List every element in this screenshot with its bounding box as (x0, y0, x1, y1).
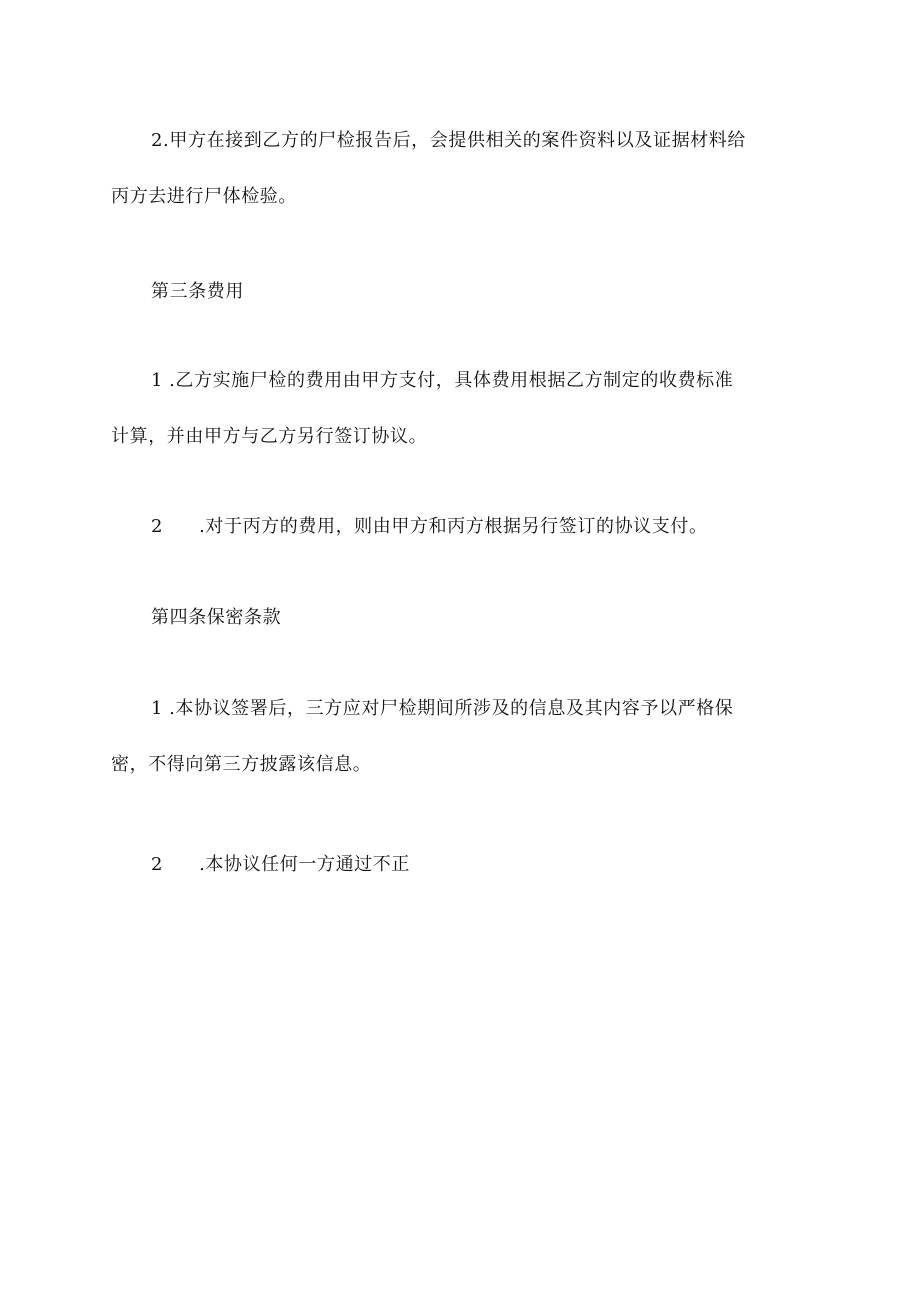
article-3-item-1-line-2: 计算，并由甲方与乙方另行签订协议。 (111, 426, 428, 447)
article-4-item-1-line-1 (151, 700, 733, 718)
item-number: 1 (151, 698, 164, 719)
article-4-item-2 (151, 856, 410, 874)
item-number: 2 (151, 516, 164, 537)
clause-2-item-2-line-1: 2.甲方在接到乙方的尸检报告后，会提供相关的案件资料以及证据材料给 (151, 130, 746, 151)
article-3-item-1-line-1 (151, 372, 733, 390)
item-text: .本协议签署后，三方应对尸检期间所涉及的信息及其内容予以严格保 (169, 698, 734, 719)
item-text: .乙方实施尸检的费用由甲方支付，具体费用根据乙方制定的收费标准 (169, 370, 734, 391)
item-text: .对于丙方的费用，则由甲方和丙方根据另行签订的协议支付。 (199, 516, 708, 537)
item-number: 1 (151, 370, 164, 391)
article-4-item-1-line-2: 密，不得向第三方披露该信息。 (111, 754, 372, 775)
article-3-heading: 第三条费用 (151, 281, 244, 302)
item-number: 2 (151, 854, 164, 875)
clause-2-item-2-line-2: 丙方去进行尸体检验。 (111, 186, 297, 207)
article-4-heading: 第四条保密条款 (151, 607, 282, 628)
article-3-item-2 (151, 518, 708, 536)
item-text: .本协议任何一方通过不正 (199, 854, 410, 875)
